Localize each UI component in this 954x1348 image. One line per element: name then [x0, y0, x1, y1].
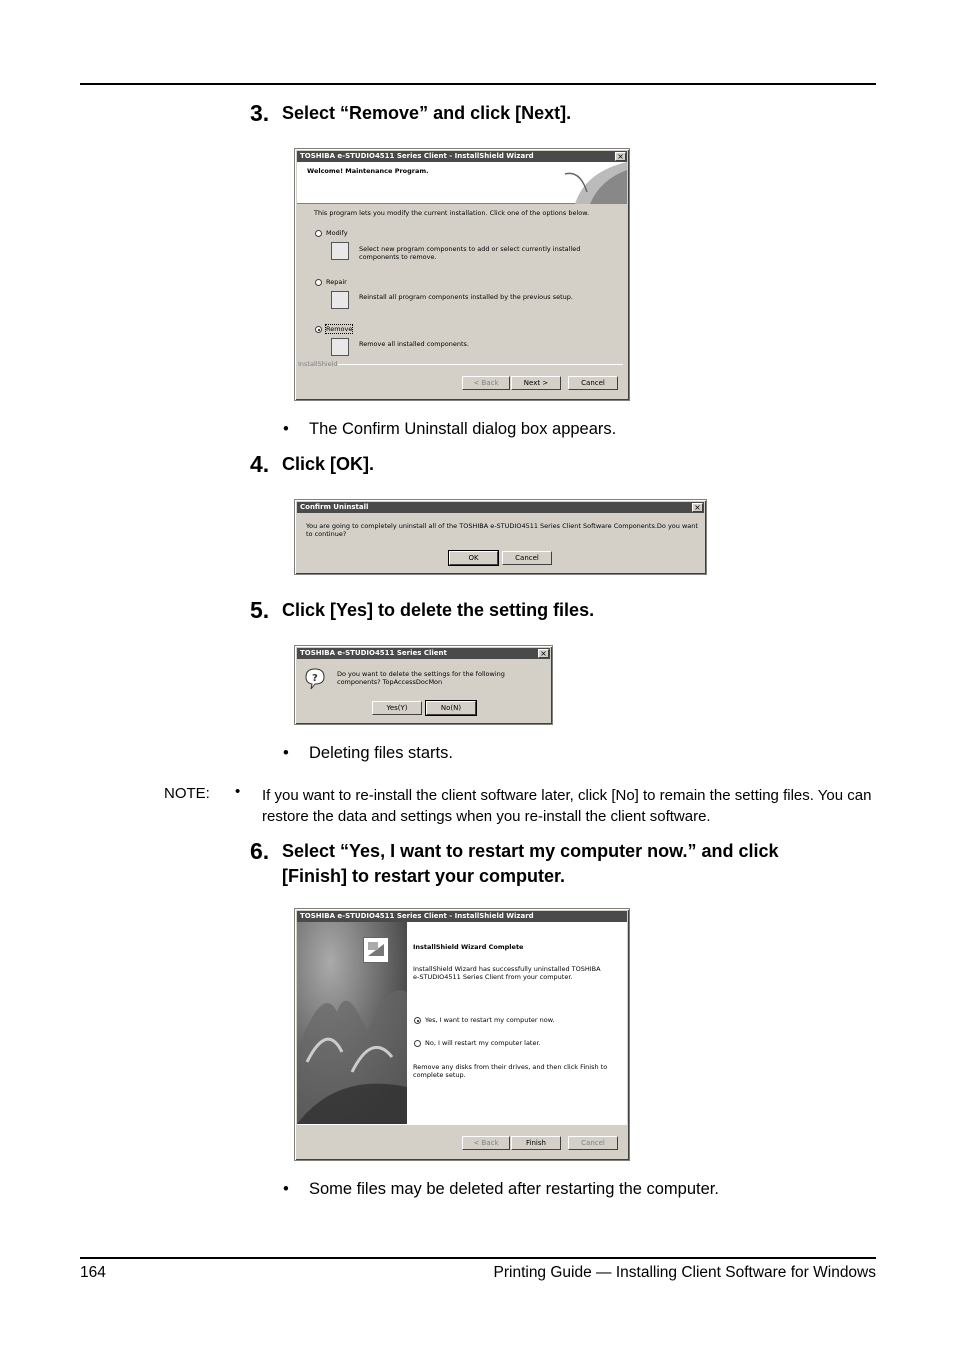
dialog-title: Confirm Uninstall — [297, 502, 704, 513]
restart-now-label: Yes, I want to restart my computer now. — [425, 1016, 555, 1024]
complete-instruction: Remove any disks from their drives, and then click Finish to complete setup. — [413, 1063, 608, 1079]
modify-radio[interactable] — [315, 230, 322, 237]
close-icon[interactable]: × — [538, 649, 549, 658]
bullet-text: Some files may be deleted after restarting the computer. — [309, 1180, 719, 1198]
complete-dialog — [294, 908, 630, 1161]
repair-description: Reinstall all program components installed by the previous setup. — [359, 293, 573, 301]
settings-message: Do you want to delete the settings for the following components? TopAccessDocMon — [337, 670, 505, 686]
repair-icon — [331, 291, 349, 309]
step-number: 6. — [250, 838, 270, 864]
step-text-line2: [Finish] to restart your computer. — [282, 866, 566, 886]
step-5 — [250, 598, 594, 625]
bullet-confirm — [283, 418, 616, 440]
restart-later-label: No, I will restart my computer later. — [425, 1039, 541, 1047]
step-number: 3. — [250, 100, 270, 126]
modify-icon — [331, 242, 349, 260]
confirm-message: You are going to completely uninstall all of the TOSHIBA e-STUDIO4511 Series Client Software Components.Do you want to continue? — [306, 522, 698, 538]
cancel-button[interactable]: Cancel — [568, 376, 618, 390]
dialog-title: TOSHIBA e-STUDIO4511 Series Client - InstallShield Wizard — [297, 911, 627, 922]
bullet-restart — [283, 1178, 719, 1200]
note-label: NOTE: — [164, 785, 210, 802]
step-text: Click [OK]. — [282, 454, 375, 474]
installer-icon — [363, 937, 389, 963]
next-button[interactable]: Next > — [511, 376, 561, 390]
header-rule — [80, 83, 876, 85]
dialog-title: TOSHIBA e-STUDIO4511 Series Client - InstallShield Wizard — [297, 151, 627, 162]
step-number: 4. — [250, 451, 270, 477]
repair-label: Repair — [326, 278, 347, 286]
step-4 — [250, 452, 374, 479]
step-6 — [250, 839, 779, 889]
complete-content — [407, 922, 627, 1124]
bullet-dot: • — [283, 744, 289, 762]
question-icon — [303, 667, 327, 691]
step-text: Click [Yes] to delete the setting files. — [282, 600, 595, 620]
dialog-heading: Welcome! Maintenance Program. — [307, 167, 429, 175]
step-number: 5. — [250, 597, 270, 623]
restart-later-radio[interactable] — [414, 1040, 421, 1047]
footer-rule — [80, 1257, 876, 1259]
complete-heading: InstallShield Wizard Complete — [413, 943, 524, 951]
maintenance-dialog — [294, 148, 630, 401]
back-button[interactable]: < Back — [462, 1136, 510, 1150]
delete-settings-dialog — [294, 645, 553, 725]
banner-graphic-icon — [555, 162, 627, 204]
yes-button[interactable]: Yes(Y) — [372, 701, 422, 715]
bullet-dot: • — [283, 1180, 289, 1198]
installshield-brand: InstallShield — [298, 360, 338, 368]
page-number: 164 — [80, 1264, 106, 1281]
confirm-dialog — [294, 499, 707, 575]
close-icon[interactable]: × — [615, 152, 626, 161]
back-button[interactable]: < Back — [462, 376, 510, 390]
remove-description: Remove all installed components. — [359, 340, 469, 348]
bullet-text: The Confirm Uninstall dialog box appears. — [309, 420, 617, 438]
note-text: If you want to re-install the client software later, click [No] to remain the setting files. You can restore the data and settings when you re-install the client software. — [262, 787, 872, 825]
step-3 — [250, 101, 571, 128]
divider — [325, 364, 623, 365]
modify-description: Select new program components to add or select currently installed components to remove. — [359, 245, 581, 261]
note-bullet: • — [235, 783, 241, 800]
no-button[interactable]: No(N) — [426, 701, 476, 715]
remove-icon — [331, 338, 349, 356]
step-text: Select “Remove” and click [Next]. — [282, 103, 572, 123]
bullet-text: Deleting files starts. — [309, 744, 453, 762]
dialog-title: TOSHIBA e-STUDIO4511 Series Client — [297, 648, 550, 659]
restart-now-radio[interactable] — [414, 1017, 421, 1024]
step-text-line1: Select “Yes, I want to restart my computer now.” and click — [282, 841, 779, 861]
modify-label: Modify — [326, 229, 348, 237]
bullet-dot: • — [283, 420, 289, 438]
wizard-side-graphic-icon — [297, 922, 407, 1124]
bullet-deleting — [283, 742, 453, 764]
dialog-banner — [297, 162, 627, 204]
remove-radio[interactable] — [315, 326, 322, 333]
svg-text:?: ? — [312, 673, 318, 684]
cancel-button[interactable]: Cancel — [568, 1136, 618, 1150]
divider — [297, 1124, 627, 1125]
ok-button[interactable]: OK — [449, 551, 498, 565]
complete-message: InstallShield Wizard has successfully uninstalled TOSHIBA e-STUDIO4511 Series Client from your computer. — [413, 965, 601, 981]
finish-button[interactable]: Finish — [511, 1136, 561, 1150]
remove-label: Remove — [326, 325, 353, 333]
close-icon[interactable]: × — [692, 503, 703, 512]
footer-title: Printing Guide — Installing Client Software for Windows — [493, 1264, 876, 1281]
dialog-intro: This program lets you modify the current installation. Click one of the options below. — [314, 209, 590, 217]
cancel-button[interactable]: Cancel — [502, 551, 552, 565]
repair-radio[interactable] — [315, 279, 322, 286]
